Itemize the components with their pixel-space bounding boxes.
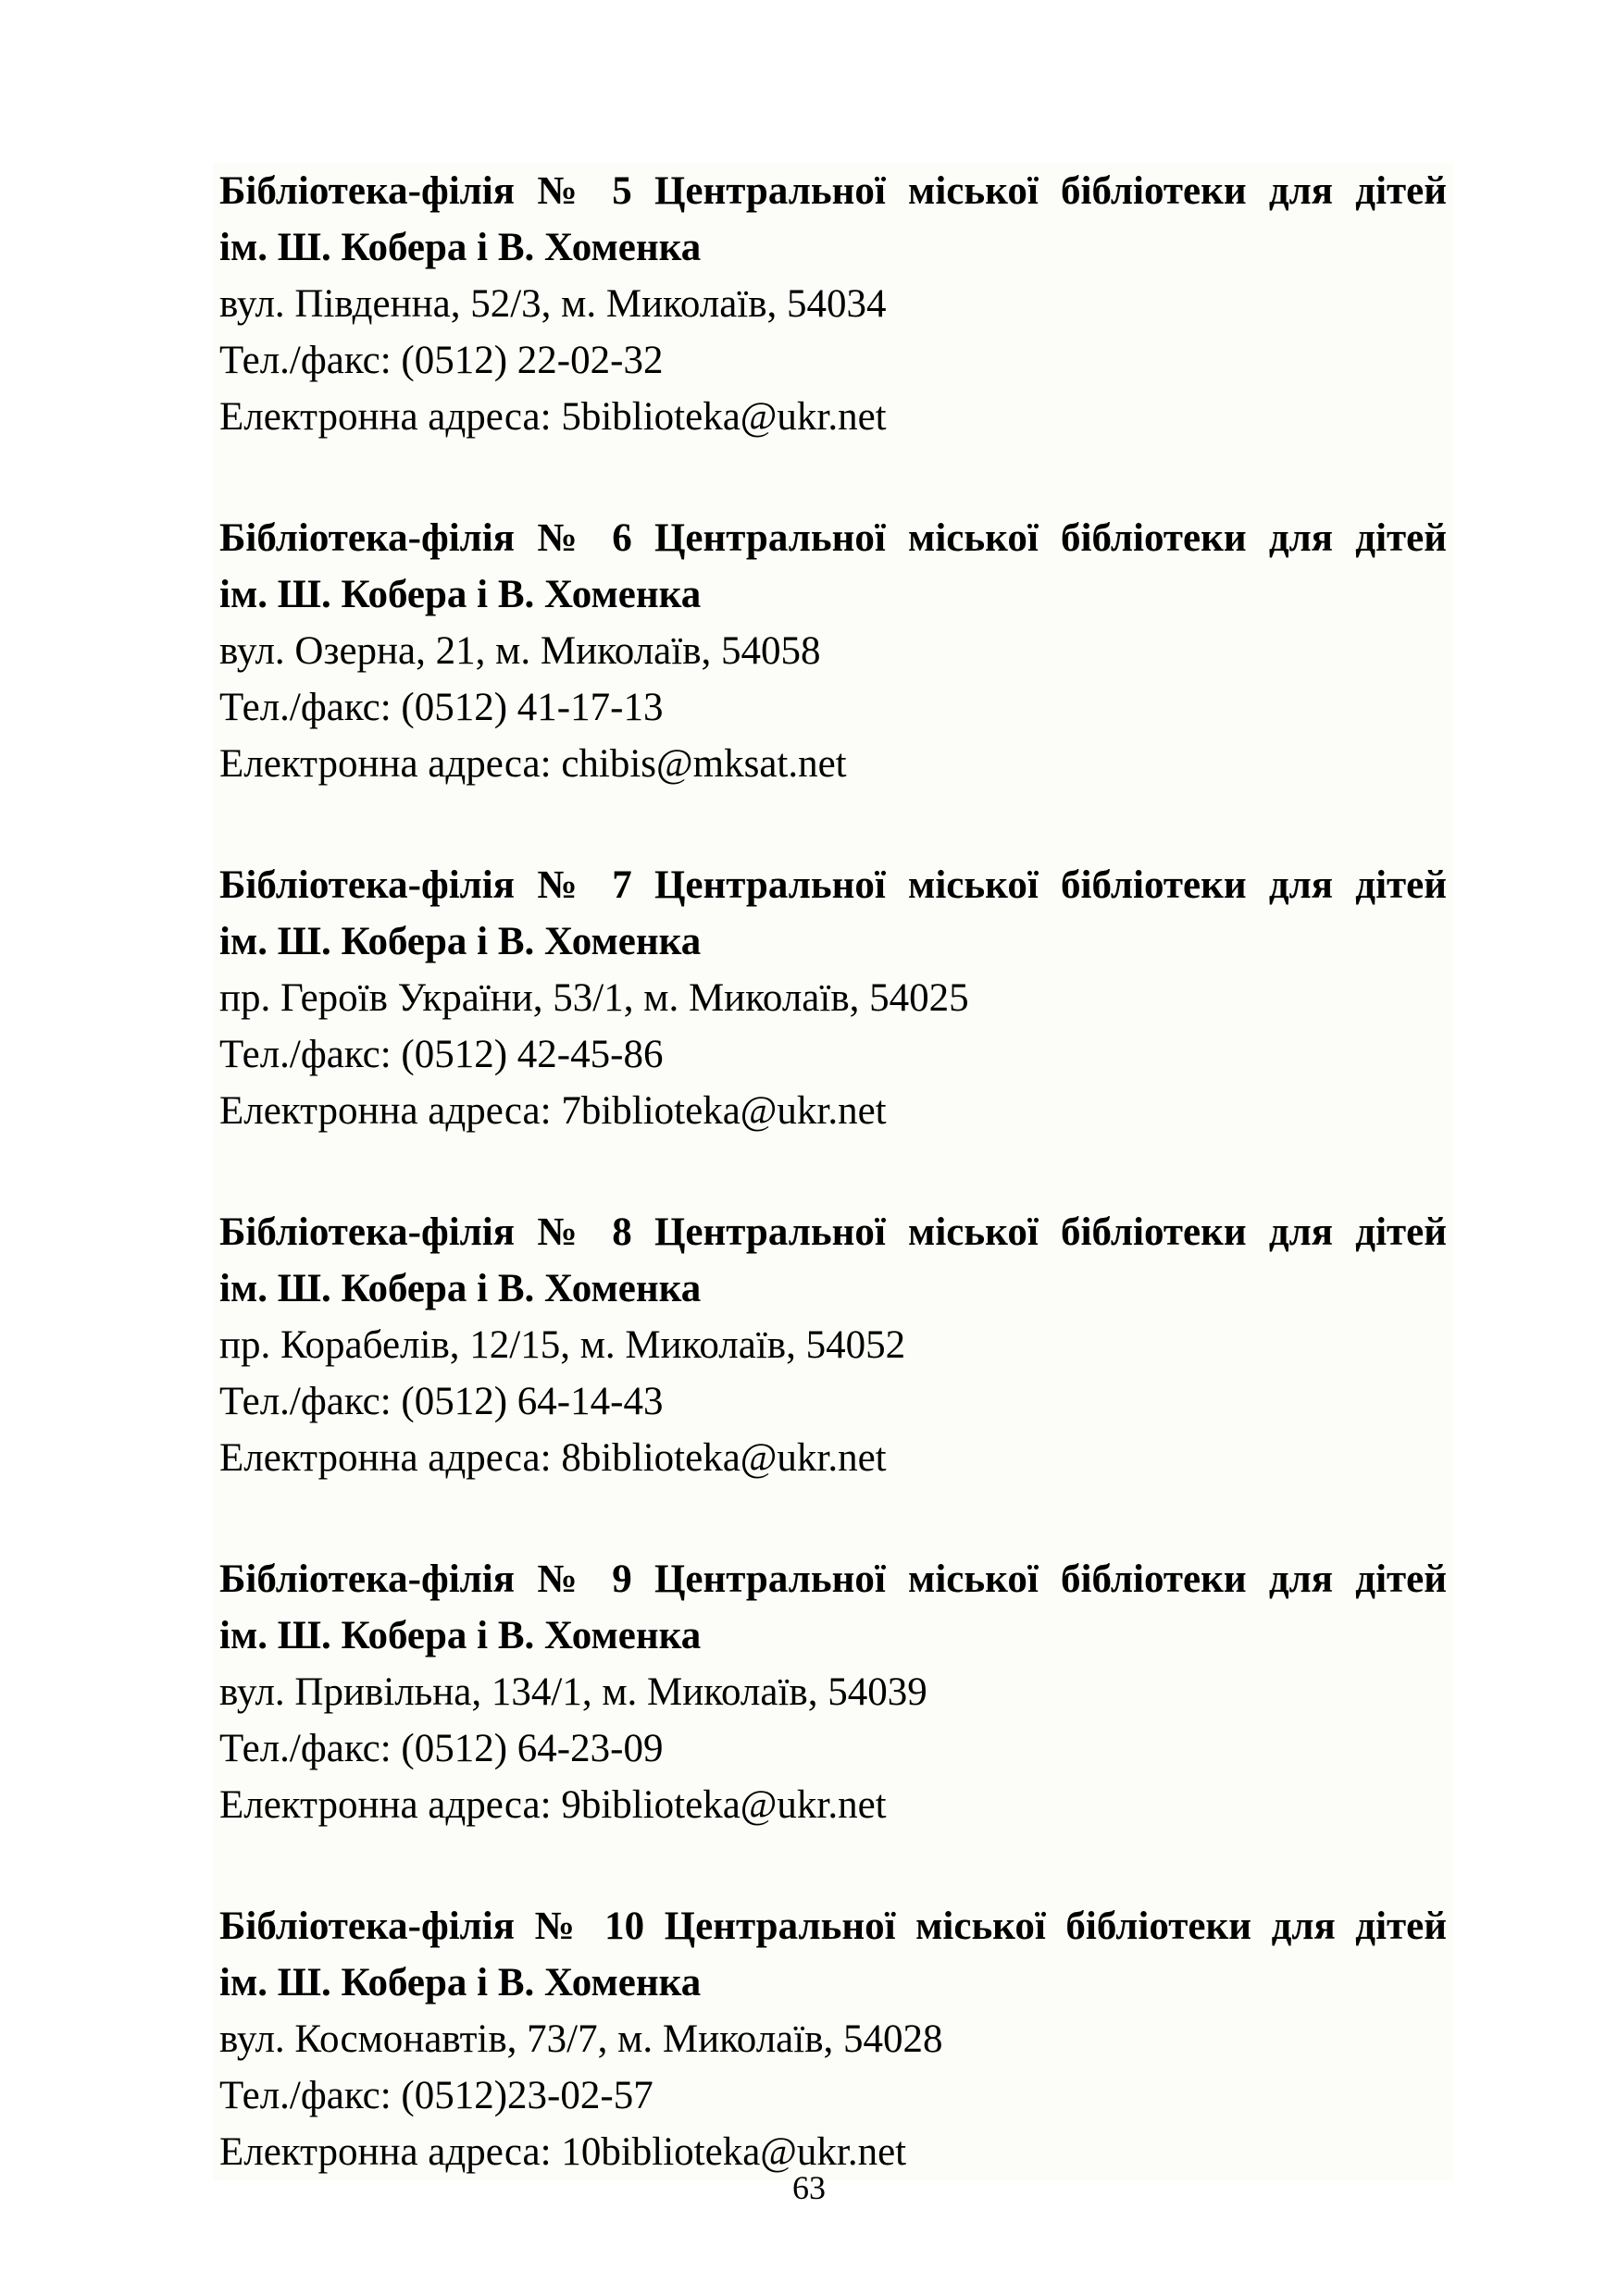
library-phone: Тел./факс: (0512) 64-23-09 [219, 1727, 664, 1770]
library-title: Бібліотека-філія № 9 Центральної міської бібліотеки для дітей [219, 1558, 1447, 1601]
library-phone: Тел./факс: (0512) 42-45-86 [219, 1033, 664, 1076]
library-entry-7 [213, 857, 1453, 1139]
library-subtitle: ім. Ш. Кобера і В. Хоменка [219, 573, 702, 616]
library-title: Бібліотека-філія № 5 Центральної міської бібліотеки для дітей [219, 169, 1447, 213]
library-phone: Тел./факс: (0512) 64-14-43 [219, 1380, 664, 1423]
library-email: Електронна адреса: 8biblioteka@ukr.net [219, 1436, 887, 1480]
library-phone: Тел./факс: (0512)23-02-57 [219, 2074, 653, 2117]
library-entry-9 [213, 1551, 1453, 1833]
library-email: Електронна адреса: chibis@mksat.net [219, 742, 847, 786]
library-phone: Тел./факс: (0512) 22-02-32 [219, 339, 664, 382]
library-subtitle: ім. Ш. Кобера і В. Хоменка [219, 1961, 702, 2004]
library-email: Електронна адреса: 5biblioteka@ukr.net [219, 395, 887, 439]
library-subtitle: ім. Ш. Кобера і В. Хоменка [219, 1614, 702, 1657]
library-address: вул. Озерна, 21, м. Миколаїв, 54058 [219, 629, 821, 673]
library-email: Електронна адреса: 9biblioteka@ukr.net [219, 1783, 887, 1827]
library-phone: Тел./факс: (0512) 41-17-13 [219, 686, 664, 729]
library-address: пр. Корабелів, 12/15, м. Миколаїв, 54052 [219, 1323, 906, 1367]
library-entry-5 [213, 163, 1453, 445]
library-subtitle: ім. Ш. Кобера і В. Хоменка [219, 1267, 702, 1310]
library-subtitle: ім. Ш. Кобера і В. Хоменка [219, 920, 702, 963]
page-number: 63 [792, 2169, 826, 2206]
library-title: Бібліотека-філія № 10 Центральної міської бібліотеки для дітей [219, 1905, 1447, 1948]
library-title: Бібліотека-філія № 8 Центральної міської бібліотеки для дітей [219, 1210, 1447, 1254]
library-address: вул. Космонавтів, 73/7, м. Миколаїв, 54028 [219, 2017, 943, 2061]
library-title: Бібліотека-філія № 6 Центральної міської бібліотеки для дітей [219, 516, 1447, 560]
library-subtitle: ім. Ш. Кобера і В. Хоменка [219, 226, 702, 269]
library-title: Бібліотека-філія № 7 Центральної міської бібліотеки для дітей [219, 863, 1447, 907]
library-entry-6 [213, 510, 1453, 792]
library-address: вул. Привільна, 134/1, м. Миколаїв, 54039 [219, 1670, 927, 1714]
library-email: Електронна адреса: 7biblioteka@ukr.net [219, 1089, 887, 1133]
library-email: Електронна адреса: 10biblioteka@ukr.net [219, 2130, 907, 2174]
library-address: пр. Героїв України, 53/1, м. Миколаїв, 54025 [219, 976, 969, 1020]
library-address: вул. Південна, 52/3, м. Миколаїв, 54034 [219, 282, 887, 326]
library-entry-10 [213, 1898, 1453, 2180]
library-list [213, 163, 1453, 2180]
library-entry-8 [213, 1204, 1453, 1486]
